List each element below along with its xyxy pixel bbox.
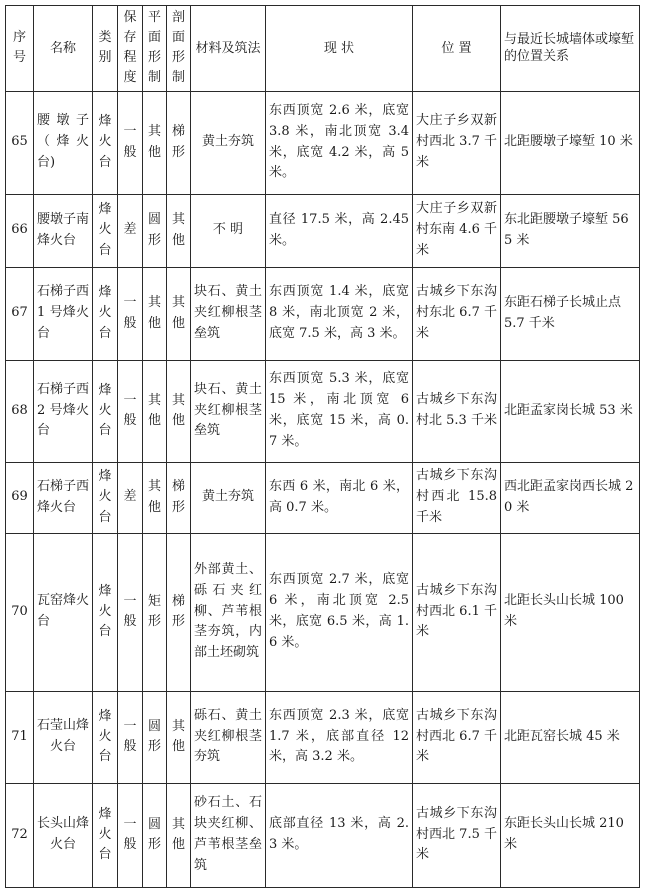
cell-type: 烽火台 [93, 194, 118, 267]
cell-no: 71 [6, 691, 34, 783]
cell-type: 烽火台 [93, 783, 118, 887]
cell-location: 古城乡下东沟村西北 15.8 千米 [413, 462, 501, 533]
cell-preservation: 差 [118, 194, 143, 267]
cell-section: 其他 [167, 691, 191, 783]
header-type: 类别 [93, 6, 118, 92]
cell-section: 其他 [167, 194, 191, 267]
cell-name: 长头山烽火台 [34, 783, 93, 887]
cell-relation: 东距石梯子长城止点 5.7 千米 [501, 267, 640, 360]
cell-plan: 其他 [143, 91, 167, 194]
cell-plan: 圆形 [143, 194, 167, 267]
table-row [6, 267, 640, 360]
cell-status: 东西顶宽 5.3 米，底宽 15 米，南北顶宽 6 米，底宽 15 米，高 0.7 米。 [266, 360, 413, 462]
cell-plan: 圆形 [143, 783, 167, 887]
cell-preservation: 一般 [118, 91, 143, 194]
cell-material: 黄土夯筑 [191, 91, 266, 194]
cell-status: 东西顶宽 2.6 米，底宽 3.8 米，南北顶宽 3.4 米，底宽 4.2 米，高 5 米。 [266, 91, 413, 194]
cell-no: 72 [6, 783, 34, 887]
cell-preservation: 一般 [118, 783, 143, 887]
cell-material: 块石、黄土夹红柳根茎垒筑 [191, 360, 266, 462]
header-name: 名称 [34, 6, 93, 92]
cell-name: 瓦窑烽火台 [34, 533, 93, 691]
cell-plan: 其他 [143, 360, 167, 462]
header-status: 现 状 [266, 6, 413, 92]
cell-no: 70 [6, 533, 34, 691]
table-row [6, 691, 640, 783]
cell-material: 外部黄土、砾石夹红柳、芦苇根茎夯筑，内部土坯砌筑 [191, 533, 266, 691]
cell-no: 66 [6, 194, 34, 267]
cell-section: 其他 [167, 783, 191, 887]
table-row [6, 194, 640, 267]
cell-material: 不 明 [191, 194, 266, 267]
cell-section: 其他 [167, 360, 191, 462]
table-row [6, 533, 640, 691]
beacon-tower-table [5, 5, 640, 888]
header-section: 剖面形制 [167, 6, 191, 92]
cell-material: 黄土夯筑 [191, 462, 266, 533]
cell-no: 68 [6, 360, 34, 462]
cell-location: 大庄子乡双新村东南 4.6 千米 [413, 194, 501, 267]
cell-relation: 东距长头山长城 210 米 [501, 783, 640, 887]
table-row [6, 91, 640, 194]
cell-no: 65 [6, 91, 34, 194]
cell-status: 东西 6 米，南北 6 米，高 0.7 米。 [266, 462, 413, 533]
cell-status: 底部直径 13 米，高 2.3 米。 [266, 783, 413, 887]
table-row [6, 360, 640, 462]
cell-plan: 圆形 [143, 691, 167, 783]
cell-relation: 北距瓦窑长城 45 米 [501, 691, 640, 783]
cell-type: 烽火台 [93, 360, 118, 462]
cell-status: 东西顶宽 2.3 米，底宽 1.7 米，底部直径 12 米，高 3.2 米。 [266, 691, 413, 783]
table-row [6, 783, 640, 887]
cell-relation: 北距腰墩子壕堑 10 米 [501, 91, 640, 194]
header-material: 材料及筑法 [191, 6, 266, 92]
cell-status: 直径 17.5 米，高 2.45 米。 [266, 194, 413, 267]
cell-section: 其他 [167, 267, 191, 360]
table-row [6, 462, 640, 533]
cell-location: 大庄子乡双新村西北 3.7 千米 [413, 91, 501, 194]
cell-relation: 北距长头山长城 100 米 [501, 533, 640, 691]
header-location: 位 置 [413, 6, 501, 92]
cell-status: 东西顶宽 1.4 米，底宽 8 米，南北顶宽 2 米，底宽 7.5 米，高 3 米。 [266, 267, 413, 360]
cell-plan: 其他 [143, 462, 167, 533]
cell-name: 石莹山烽火台 [34, 691, 93, 783]
cell-material: 砂石土、石块夹红柳、芦苇根茎垒筑 [191, 783, 266, 887]
cell-section: 梯形 [167, 462, 191, 533]
cell-preservation: 一般 [118, 533, 143, 691]
cell-name: 石梯子西烽火台 [34, 462, 93, 533]
cell-section: 梯形 [167, 91, 191, 194]
header-preservation: 保存程度 [118, 6, 143, 92]
cell-relation: 西北距孟家岗西长城 20 米 [501, 462, 640, 533]
cell-no: 69 [6, 462, 34, 533]
cell-name: 腰墩子（烽火台) [34, 91, 93, 194]
cell-location: 古城乡下东沟村西北 7.5 千米 [413, 783, 501, 887]
cell-plan: 矩形 [143, 533, 167, 691]
cell-material: 砾石、黄土夹红柳根茎夯筑 [191, 691, 266, 783]
header-no: 序号 [6, 6, 34, 92]
cell-type: 烽火台 [93, 462, 118, 533]
cell-location: 古城乡下东沟村西北 6.7 千米 [413, 691, 501, 783]
cell-relation: 东北距腰墩子壕堑 565 米 [501, 194, 640, 267]
cell-relation: 北距孟家岗长城 53 米 [501, 360, 640, 462]
cell-preservation: 一般 [118, 691, 143, 783]
cell-name: 腰墩子南烽火台 [34, 194, 93, 267]
cell-preservation: 一般 [118, 267, 143, 360]
cell-location: 古城乡下东沟村北 5.3 千米 [413, 360, 501, 462]
cell-plan: 其他 [143, 267, 167, 360]
cell-type: 烽火台 [93, 691, 118, 783]
cell-material: 块石、黄土夹红柳根茎垒筑 [191, 267, 266, 360]
header-row [6, 6, 640, 92]
cell-location: 古城乡下东沟村西北 6.1 千米 [413, 533, 501, 691]
cell-preservation: 一般 [118, 360, 143, 462]
cell-location: 古城乡下东沟村东北 6.7 千米 [413, 267, 501, 360]
cell-type: 烽火台 [93, 267, 118, 360]
cell-section: 梯形 [167, 533, 191, 691]
cell-status: 东西顶宽 2.7 米，底宽 6 米，南北顶宽 2.5 米，底宽 6.5 米，高 1.6 米。 [266, 533, 413, 691]
cell-type: 烽火台 [93, 91, 118, 194]
cell-type: 烽火台 [93, 533, 118, 691]
cell-preservation: 差 [118, 462, 143, 533]
cell-name: 石梯子西 2 号烽火台 [34, 360, 93, 462]
cell-no: 67 [6, 267, 34, 360]
header-plan: 平面形制 [143, 6, 167, 92]
header-relation: 与最近长城墙体或壕堑的位置关系 [501, 6, 640, 92]
cell-name: 石梯子西 1 号烽火台 [34, 267, 93, 360]
